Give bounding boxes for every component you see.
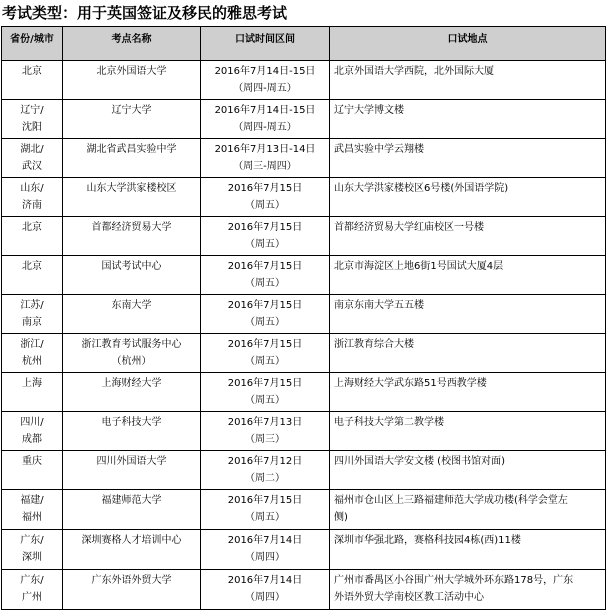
row-venue (63, 61, 201, 100)
row-time-line: 2016年7月15日 (227, 183, 303, 194)
row-venue-line: 浙江教育考试服务中心 (81, 339, 182, 350)
header-address: 口试地点 (330, 27, 606, 61)
row-time-line: 2016年7月14日 (227, 575, 303, 586)
table-header-row (2, 27, 606, 61)
row-venue (63, 217, 201, 256)
row-time (201, 217, 330, 256)
row-address (330, 570, 606, 610)
row-city-line: 济南 (22, 200, 42, 211)
row-venue-line: 首都经济贸易大学 (91, 222, 172, 233)
row-venue (63, 178, 201, 217)
row-time-line: （周五） (245, 317, 285, 328)
row-city (2, 139, 63, 178)
row-time-line: 2016年7月15日 (227, 339, 303, 350)
row-address (330, 256, 606, 295)
row-city-line: 辽宁/ (20, 105, 44, 116)
row-time (201, 256, 330, 295)
table-row (2, 61, 606, 100)
row-venue-line: 东南大学 (111, 300, 152, 311)
row-venue-line: 国试考试中心 (101, 261, 162, 272)
table-row (2, 334, 606, 373)
row-venue (63, 100, 201, 139)
table-row (2, 530, 606, 570)
row-address-line: 广州市番禺区小谷围广州大学城外环东路178号，广东 (334, 575, 574, 586)
row-time (201, 373, 330, 412)
row-city (2, 61, 63, 100)
row-time-line: （周四-周五） (233, 83, 297, 94)
row-city-line: 武汉 (22, 161, 42, 172)
table-row (2, 295, 606, 334)
row-time (201, 178, 330, 217)
row-venue (63, 570, 201, 610)
row-venue (63, 530, 201, 570)
table-row (2, 217, 606, 256)
row-time-line: （周四） (245, 552, 285, 563)
row-city-line: 福州 (22, 512, 42, 523)
row-address (330, 334, 606, 373)
row-city (2, 570, 63, 610)
row-time (201, 451, 330, 490)
page-title: 考试类型：用于英国签证及移民的雅思考试 (2, 4, 288, 22)
row-address-line: 首都经济贸易大学红庙校区一号楼 (334, 222, 484, 233)
row-time-line: 2016年7月15日 (227, 261, 303, 272)
row-time-line: （周五） (245, 512, 285, 523)
row-venue-line: 辽宁大学 (111, 105, 152, 116)
row-venue (63, 412, 201, 451)
row-venue (63, 490, 201, 530)
row-address (330, 178, 606, 217)
row-venue-line: 上海财经大学 (101, 378, 162, 389)
row-venue-line: 山东大学洪家楼校区 (86, 183, 177, 194)
row-address (330, 490, 606, 530)
row-time-line: （周三-周四） (233, 161, 297, 172)
row-city-line: 沈阳 (22, 122, 42, 133)
row-time-line: 2016年7月15日 (227, 378, 303, 389)
row-address (330, 373, 606, 412)
row-time (201, 61, 330, 100)
row-time-line: （周五） (245, 239, 285, 250)
row-venue-line: 深圳赛格人才培训中心 (81, 535, 182, 546)
row-time-line: 2016年7月15日 (227, 495, 303, 506)
row-time (201, 530, 330, 570)
row-venue (63, 334, 201, 373)
table-row (2, 490, 606, 530)
row-city (2, 490, 63, 530)
row-city (2, 412, 63, 451)
row-address-line: 山东大学洪家楼校区6号楼(外国语学院) (334, 183, 509, 194)
row-time (201, 412, 330, 451)
row-address (330, 217, 606, 256)
row-city-line: 广东/ (20, 575, 44, 586)
table-body (2, 61, 606, 610)
row-city-line: 深圳 (22, 552, 42, 563)
row-address-line: 电子科技大学第二教学楼 (334, 417, 444, 428)
row-venue (63, 373, 201, 412)
row-time (201, 334, 330, 373)
table-row (2, 100, 606, 139)
row-address-line: 北京外国语大学西院，北外国际大厦 (334, 66, 494, 77)
row-address-line: 外语外贸大学南校区教工活动中心 (334, 592, 484, 603)
row-address (330, 295, 606, 334)
row-time-line: 2016年7月15日 (227, 300, 303, 311)
row-time-line: （周五） (245, 356, 285, 367)
table-row (2, 256, 606, 295)
row-time-line: （周五） (245, 278, 285, 289)
row-city-line: 重庆 (22, 456, 42, 467)
header-city: 省份/城市 (2, 27, 63, 61)
row-time-line: 2016年7月12日 (227, 456, 303, 467)
row-city-line: 广州 (22, 592, 42, 603)
row-city-line: 成都 (22, 434, 42, 445)
row-venue (63, 295, 201, 334)
header-time: 口试时间区间 (201, 27, 330, 61)
row-city (2, 530, 63, 570)
row-venue-line: 广东外语外贸大学 (91, 575, 172, 586)
row-city (2, 100, 63, 139)
row-time (201, 490, 330, 530)
row-address-line: 侧) (334, 512, 348, 523)
row-address (330, 100, 606, 139)
row-city (2, 295, 63, 334)
row-time-line: 2016年7月14日-15日 (214, 105, 316, 116)
row-time-line: 2016年7月15日 (227, 222, 303, 233)
row-city-line: 南京 (22, 317, 42, 328)
row-time-line: （周五） (245, 395, 285, 406)
row-city (2, 217, 63, 256)
row-address (330, 61, 606, 100)
row-time-line: 2016年7月14日 (227, 535, 303, 546)
row-venue-line: 电子科技大学 (101, 417, 162, 428)
table-row (2, 570, 606, 610)
row-time-line: 2016年7月13日 (227, 417, 303, 428)
row-address-line: 武昌实验中学云翔楼 (334, 144, 424, 155)
row-address-line: 浙江教育综合大楼 (334, 339, 414, 350)
row-address-line: 上海财经大学武东路51号西教学楼 (334, 378, 487, 389)
row-venue-line: 湖北省武昌实验中学 (86, 144, 177, 155)
row-address (330, 530, 606, 570)
row-address (330, 139, 606, 178)
row-time-line: 2016年7月13日-14日 (214, 144, 316, 155)
row-time (201, 295, 330, 334)
row-time-line: 2016年7月14日-15日 (214, 66, 316, 77)
row-venue-line: 福建师范大学 (101, 495, 162, 506)
row-city-line: 北京 (22, 261, 42, 272)
row-city (2, 451, 63, 490)
row-city-line: 杭州 (22, 356, 42, 367)
table-row (2, 412, 606, 451)
row-time-line: （周四-周五） (233, 122, 297, 133)
row-time-line: （周二） (245, 473, 285, 484)
row-venue (63, 451, 201, 490)
row-city (2, 178, 63, 217)
row-time (201, 570, 330, 610)
row-city-line: 湖北/ (20, 144, 44, 155)
row-city-line: 江苏/ (20, 300, 44, 311)
row-address (330, 412, 606, 451)
row-city-line: 广东/ (20, 535, 44, 546)
row-time (201, 100, 330, 139)
exam-venue-table (1, 26, 606, 610)
row-city-line: 北京 (22, 222, 42, 233)
row-city-line: 山东/ (20, 183, 44, 194)
table-row (2, 451, 606, 490)
row-city-line: 浙江/ (20, 339, 44, 350)
row-address-line: 北京市海淀区上地6街1号国试大厦4层 (334, 261, 504, 272)
row-city-line: 福建/ (20, 495, 44, 506)
row-time (201, 139, 330, 178)
row-address-line: 四川外国语大学安文楼 (校图书馆对面) (334, 456, 505, 467)
row-city (2, 373, 63, 412)
row-address-line: 深圳市华强北路，赛格科技园4栋(西)11楼 (334, 535, 521, 546)
row-venue (63, 139, 201, 178)
row-venue-line: 四川外国语大学 (96, 456, 167, 467)
table-row (2, 139, 606, 178)
row-city (2, 334, 63, 373)
header-venue: 考点名称 (63, 27, 201, 61)
row-address-line: 南京东南大学五五楼 (334, 300, 424, 311)
row-address (330, 451, 606, 490)
row-city-line: 四川/ (20, 417, 44, 428)
row-venue (63, 256, 201, 295)
table-row (2, 373, 606, 412)
row-address-line: 福州市仓山区上三路福建师范大学成功楼(科学会堂左 (334, 495, 568, 506)
row-city-line: 北京 (22, 66, 42, 77)
row-time-line: （周五） (245, 200, 285, 211)
table-row (2, 178, 606, 217)
row-venue-line: （杭州） (111, 356, 152, 367)
row-venue-line: 北京外国语大学 (96, 66, 167, 77)
row-time-line: （周四） (245, 592, 285, 603)
row-time-line: （周三） (245, 434, 285, 445)
row-city-line: 上海 (22, 378, 42, 389)
row-address-line: 辽宁大学博文楼 (334, 105, 404, 116)
row-city (2, 256, 63, 295)
